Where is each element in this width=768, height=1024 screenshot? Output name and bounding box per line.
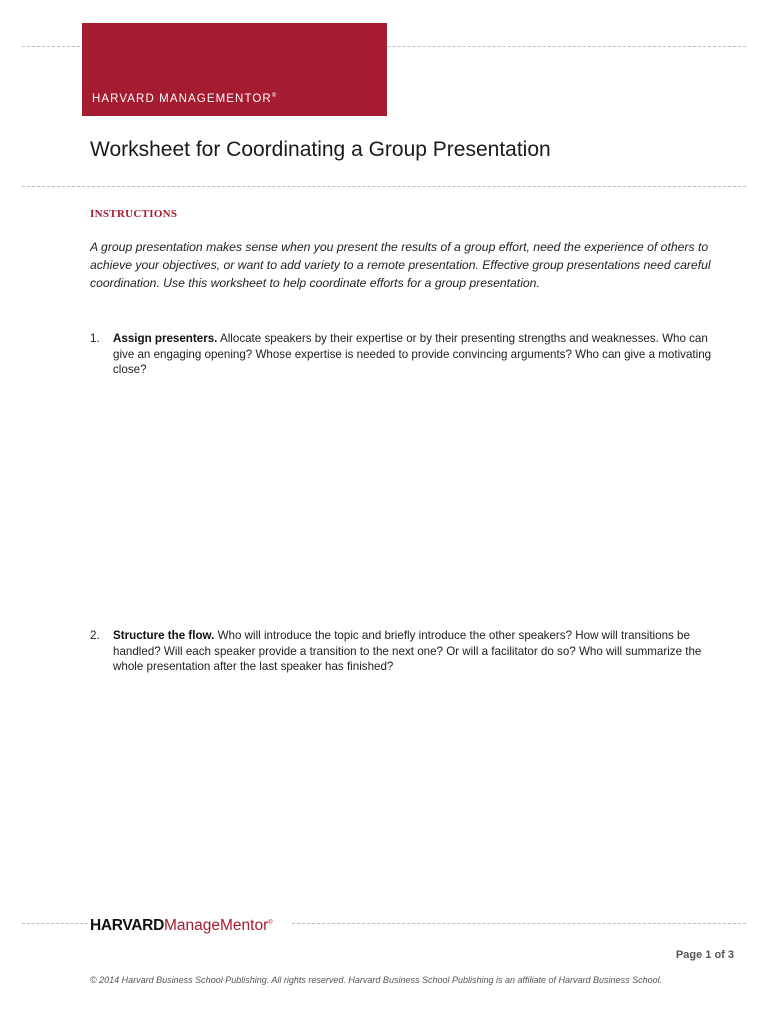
page-title: Worksheet for Coordinating a Group Presentation <box>90 138 551 161</box>
item-lead: Structure the flow. <box>113 629 215 642</box>
brand-wordmark: HARVARD MANAGEMENTOR® <box>92 93 277 105</box>
instructions-body: A group presentation makes sense when you present the results of a group effort, need the experience of others to achieve your objectives, or want to add variety to a remote presentation. Effective group presentations need careful coordination. Use this worksheet to help coordinate efforts for a group presentation. <box>90 240 711 290</box>
item-lead: Assign presenters. <box>113 332 218 345</box>
copyright-notice: © 2014 Harvard Business School Publishing. All rights reserved. Harvard Business School Publishing is an affiliate of Harvard Business School. <box>90 975 663 985</box>
footer-divider-right <box>292 923 746 924</box>
list-item <box>90 331 730 378</box>
title-divider <box>22 186 746 187</box>
item-body: Allocate speakers by their expertise or by their presenting strengths and weaknesses. Who can give an engaging opening? Whose expertise is needed to provide convincing arguments? Who can give a motivating close? <box>113 332 712 376</box>
page-number: Page 1 of 3 <box>675 949 734 961</box>
item-body: Who will introduce the topic and briefly introduce the other speakers? How will transitions be handled? Will each speaker provide a transition to the next one? Or will a facilitator do so? Who will summarize the whole presentation after the last speaker has finished? <box>113 629 702 673</box>
item-text <box>113 628 730 675</box>
brand-banner <box>82 23 387 116</box>
footer-divider <box>22 923 88 924</box>
footer-logo: HARVARDManageMentor® <box>90 917 273 935</box>
item-number: 1. <box>90 332 100 345</box>
instructions-heading: INSTRUCTIONS <box>90 208 178 220</box>
list-item <box>90 628 730 675</box>
item-text <box>113 331 730 378</box>
item-number: 2. <box>90 629 100 642</box>
